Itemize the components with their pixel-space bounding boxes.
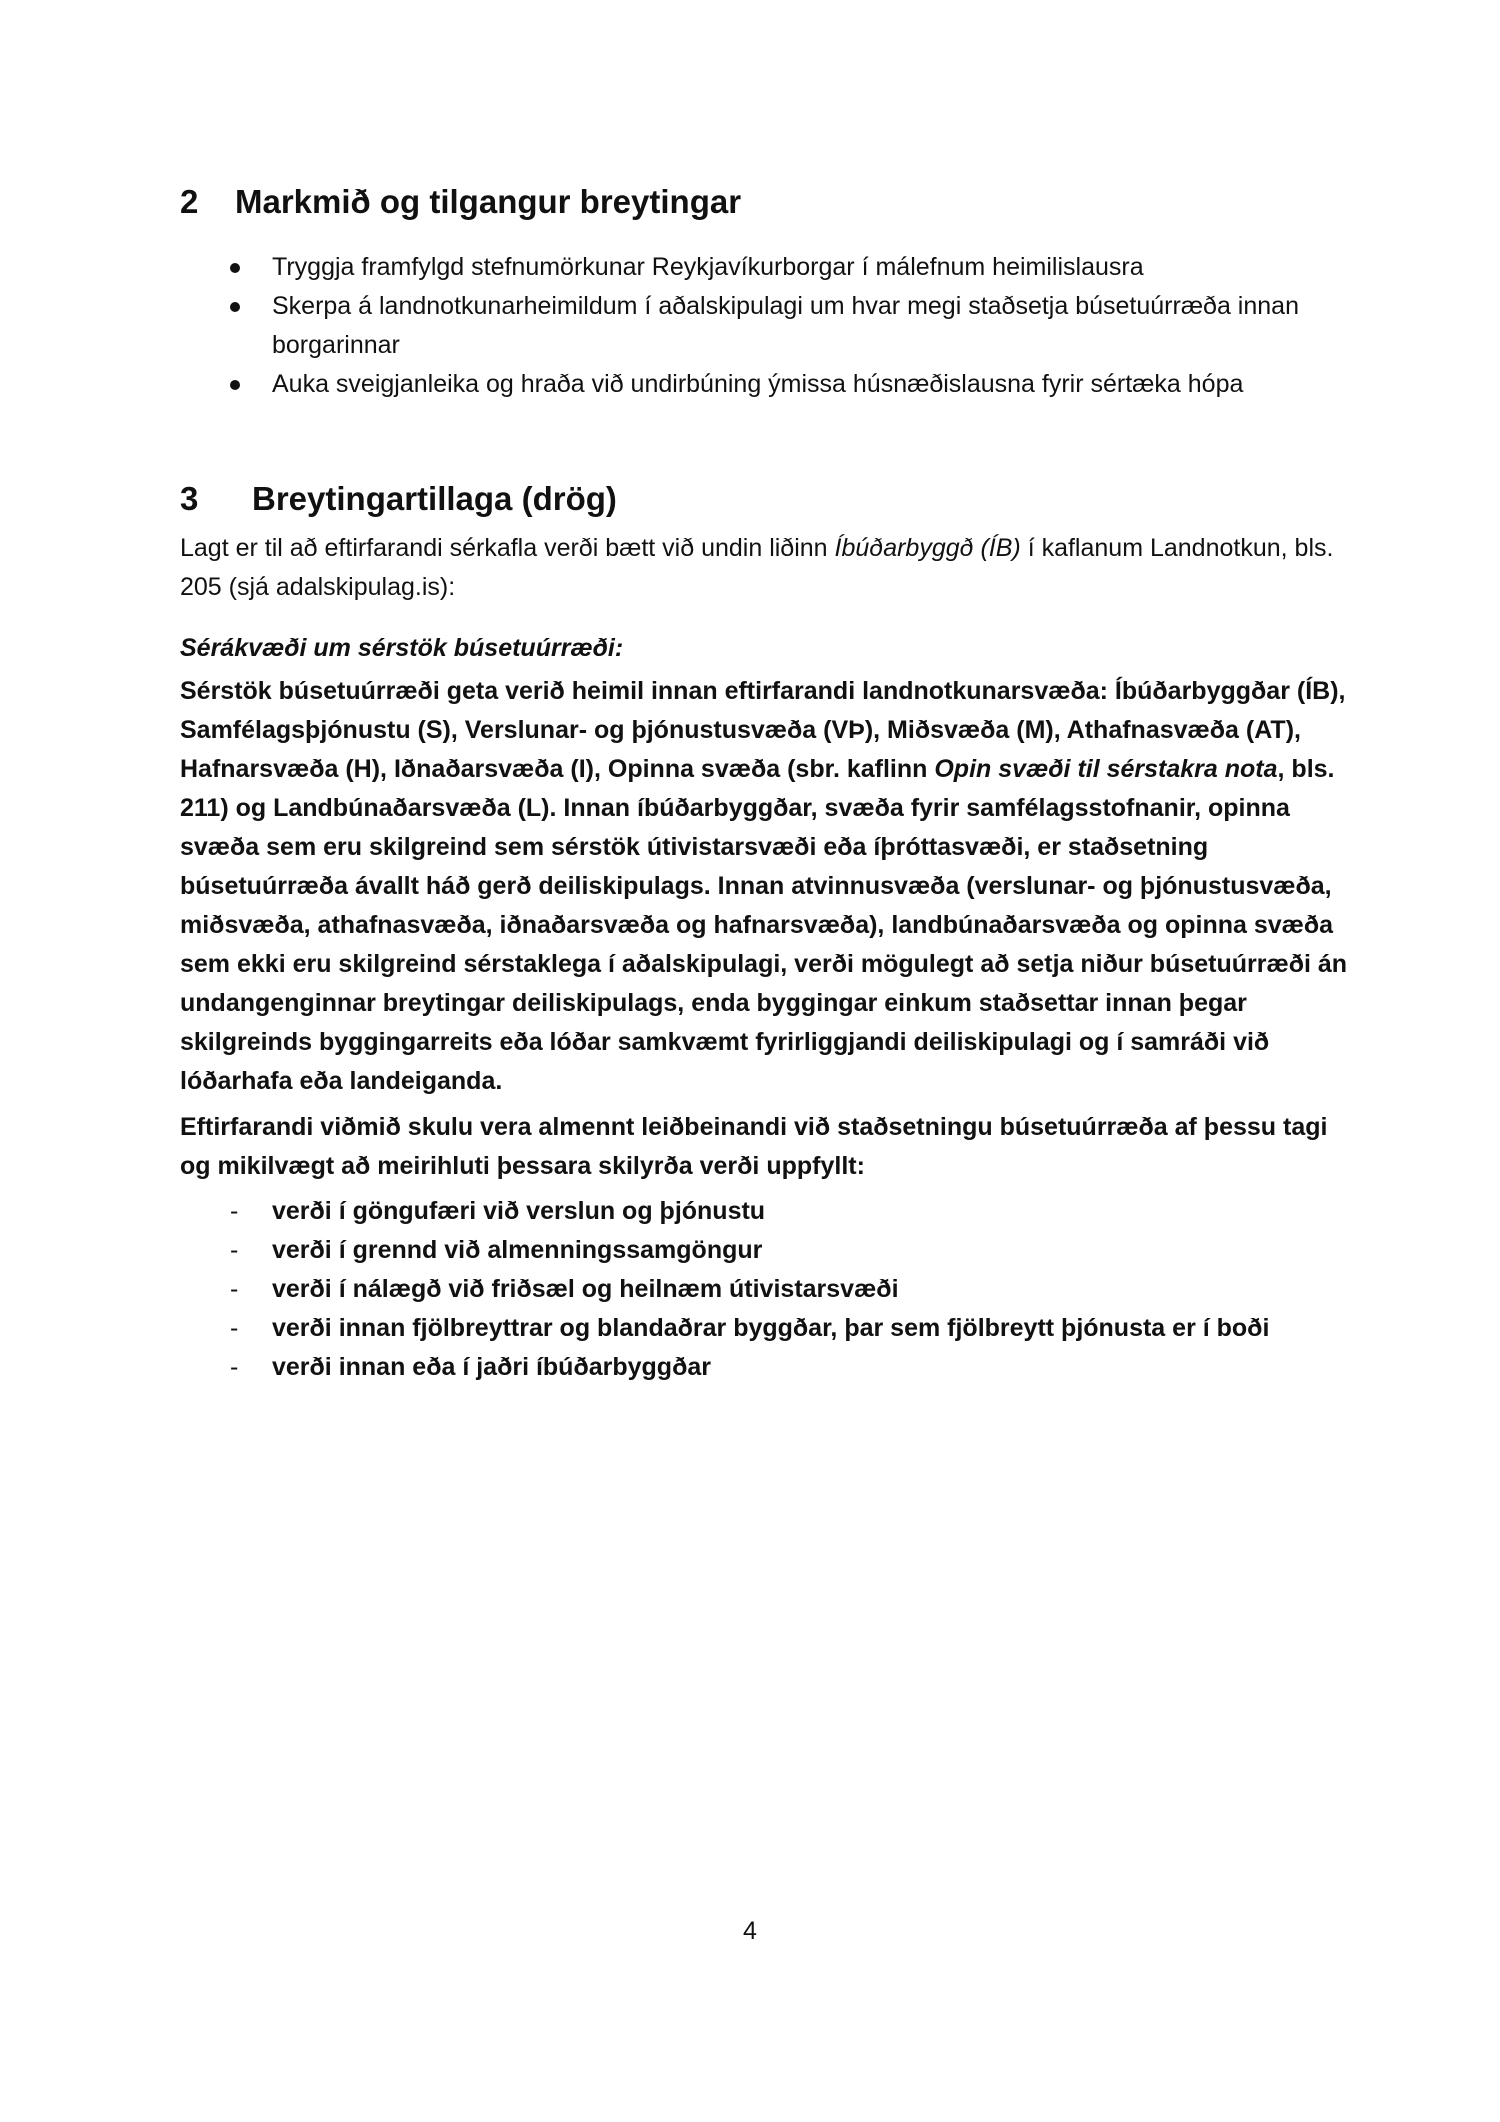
section-3-intro: [180, 529, 1350, 607]
list-item-text: Skerpa á landnotkunarheimildum í aðalskipulagi um hvar megi staðsetja búsetuúrræða innan borgarinnar: [272, 292, 1299, 359]
dash-marker: -: [230, 1275, 239, 1303]
list-item: [180, 287, 1350, 365]
list-item: [180, 1309, 1350, 1348]
section-2-heading: [180, 176, 1350, 228]
criteria-text: verði í göngufæri við verslun og þjónustu: [272, 1197, 766, 1225]
criteria-intro-paragraph: Eftirfarandi viðmið skulu vera almennt leiðbeinandi við staðsetningu búsetuúrræða af þessu tagi og mikilvægt að meirihluti þessara skilyrða verði uppfyllt:: [180, 1113, 1328, 1180]
paragraph-italic-reference: Opin svæði til sérstakra nota: [934, 755, 1278, 783]
list-item: [180, 248, 1350, 287]
page-number: 4: [743, 1917, 757, 1945]
section-3-title: Breytingartillaga (drög): [252, 480, 617, 517]
paragraph-text-part-1: Sérstök búsetuúrræði geta verið heimil innan eftirfarandi landnotkunarsvæða: Íbúðarbyggðar (ÍB), Samfélagsþjónustu (S), Verslunar- og þjónustusvæða (VÞ), Miðsvæða (M), Athafnasvæða (AT), Hafnarsvæða (H), Iðnaðarsvæða (I), Opinna svæða (sbr. kaflinn: [180, 677, 1346, 783]
list-item: [180, 1348, 1350, 1387]
list-item: [180, 365, 1350, 404]
paragraph-text-part-2: , bls. 211) og Landbúnaðarsvæða (L). Innan íbúðarbyggðar, svæða fyrir samfélagsstofnanir, opinna svæða sem eru skilgreind sem sérstök útivistarsvæði eða íþróttasvæði, er staðsetning búsetuúrræða ávallt háð gerð deiliskipulags. Innan atvinnusvæða (verslunar- og þjónustusvæða, miðsvæða, athafnasvæða, iðnaðarsvæða og hafnarsvæða), landbúnaðarsvæða og opinna svæða sem ekki eru skilgreind sérstaklega í aðalskipulagi, verði mögulegt að setja niður búsetuúrræði án undangenginnar breytingar deiliskipulags, enda byggingar einkum staðsettar innan þegar skilgreinds byggingarreits eða lóðar samkvæmt fyrirliggjandi deiliskipulagi og í samráði við lóðarhafa eða landeiganda.: [180, 755, 1348, 1095]
list-item-text: Tryggja framfylgd stefnumörkunar Reykjavíkurborgar í málefnum heimilislausra: [272, 253, 1144, 281]
list-item: [180, 1231, 1350, 1270]
section-2-number: 2: [180, 183, 199, 220]
special-provision-paragraph: [180, 672, 1350, 1101]
criteria-text: verði innan fjölbreyttrar og blandaðrar byggðar, þar sem fjölbreytt þjónusta er í boði: [272, 1314, 1270, 1342]
bullet-icon: [230, 380, 240, 390]
section-2-bullet-list: [180, 248, 1350, 404]
criteria-text: verði innan eða í jaðri íbúðarbyggðar: [272, 1353, 711, 1381]
list-item-text: Auka sveigjanleika og hraða við undirbúning ýmissa húsnæðislausna fyrir sértæka hópa: [272, 370, 1244, 398]
section-2-title: Markmið og tilgangur breytingar: [235, 183, 742, 220]
list-item: [180, 1192, 1350, 1231]
criteria-text: verði í nálægð við friðsæl og heilnæm útivistarsvæði: [272, 1275, 899, 1303]
bullet-icon: [230, 263, 240, 273]
criteria-list: [180, 1192, 1350, 1387]
intro-text-start: Lagt er til að eftirfarandi sérkafla verði bætt við undin liðinn: [180, 534, 835, 562]
bullet-icon: [230, 302, 240, 312]
page-content: [180, 176, 1350, 1387]
criteria-text: verði í grennd við almenningssamgöngur: [272, 1236, 763, 1264]
special-provision-subheading: Sérákvæði um sérstök búsetuúrræði:: [180, 634, 624, 662]
list-item: [180, 1270, 1350, 1309]
section-3-heading: [180, 473, 1350, 525]
intro-italic-term: Íbúðarbyggð (ÍB): [834, 534, 1021, 562]
dash-marker: -: [230, 1197, 239, 1225]
dash-marker: -: [230, 1353, 239, 1381]
section-3-number: 3: [180, 480, 199, 517]
dash-marker: -: [230, 1314, 239, 1342]
dash-marker: -: [230, 1236, 239, 1264]
intro-text-end: í kaflanum Landnotkun, bls. 205 (sjá adalskipulag.is):: [180, 534, 1334, 601]
